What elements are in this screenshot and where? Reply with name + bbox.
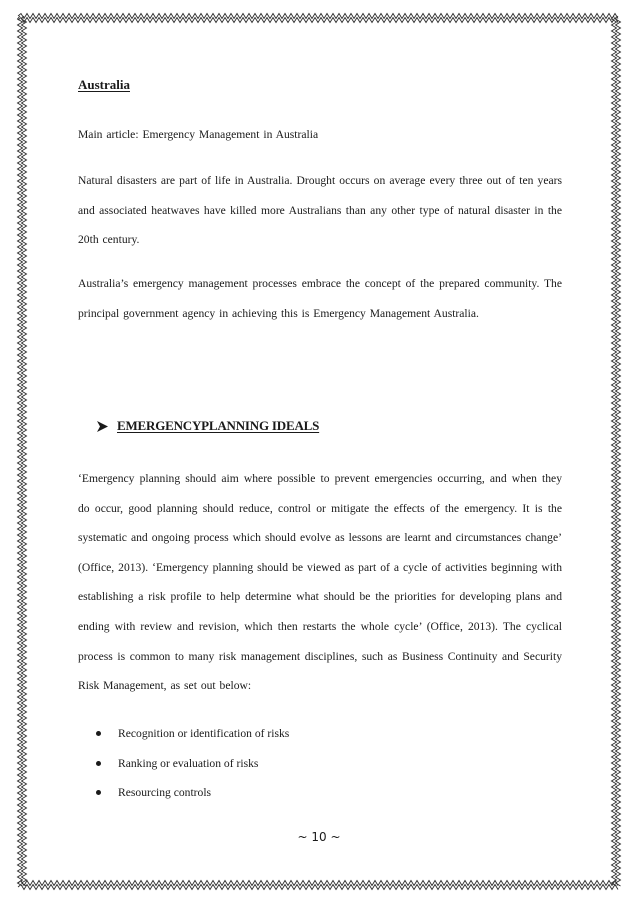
paragraph-emergency-management: Australia’s emergency management processes embrace the concept of the prepared community. The principal government agency in achieving this is Emergency Management Australia.	[78, 277, 562, 320]
section-title-australia: Australia	[78, 77, 130, 92]
bullet-list	[96, 719, 556, 808]
list-item-text: Ranking or evaluation of risks	[118, 756, 259, 770]
list-item	[96, 778, 556, 808]
page-number: ~ 10 ~	[297, 830, 341, 844]
paragraph-planning-ideals: ‘Emergency planning should aim where possible to prevent emergencies occurring, and when they do occur, good planning should reduce, control or mitigate the effects of the emergency. It is the systematic and ongoing process which should evolve as lessons are learnt and circumstances change’ (Office, 2013). ‘Emergency planning should be viewed as part of a cycle of activities beginning with establishing a risk profile to help determine what should be the priorities for developing plans and ending with review and revision, which then restarts the whole cycle’ (Office, 2013). The cyclical process is common to many risk management disciplines, such as Business Continuity and Security Risk Management, as set out below:	[78, 472, 562, 693]
list-item	[96, 749, 556, 779]
list-item-text: Resourcing controls	[118, 786, 212, 800]
list-item-text: Recognition or identification of risks	[118, 727, 290, 741]
main-article-line: Main article: Emergency Management in Australia	[78, 128, 319, 141]
bullet-dot-icon	[96, 731, 101, 736]
arrowhead-bullet-icon	[96, 420, 109, 433]
paragraph-natural-disasters: Natural disasters are part of life in Australia. Drought occurs on average every three out of ten years and associated heatwaves have killed more Australians than any other type of natural disaster in the 20th century.	[78, 174, 562, 247]
section-heading-text: EMERGENCYPLANNING IDEALS	[117, 418, 320, 433]
list-item	[96, 719, 556, 749]
bullet-dot-icon	[96, 790, 101, 795]
section-heading-planning-ideals	[96, 418, 319, 434]
bullet-dot-icon	[96, 761, 101, 766]
